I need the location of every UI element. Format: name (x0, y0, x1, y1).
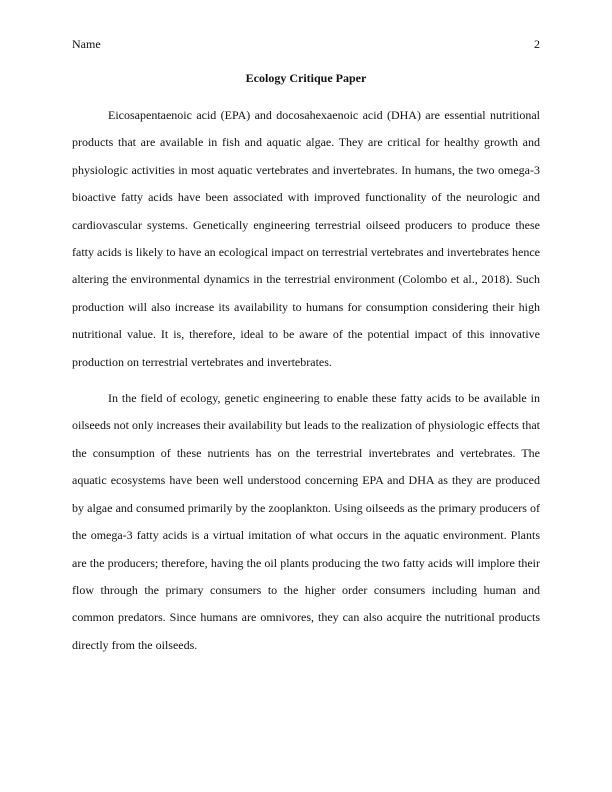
body-paragraph-2: In the field of ecology, genetic engineering to enable these fatty acids to be available in oilseeds not only increases their availability but leads to the realization of physiologic effects that the consumption of these nutrients has on the terrestrial invertebrates and vertebrates. The aquatic ecosystems have been well understood concerning EPA and DHA as they are produced by algae and consumed primarily by the zooplankton. Using oilseeds as the primary producers of the omega-3 fatty acids is a virtual imitation of what occurs in the aquatic environment. Plants are the producers; therefore, having the oil plants producing the two fatty acids will implore their flow through the primary consumers to the higher order consumers including human and common predators. Since humans are omnivores, they can also acquire the nutritional products directly from the oilseeds. (72, 391, 540, 652)
header-page-number: 2 (534, 37, 540, 51)
paper-title: Ecology Critique Paper (245, 71, 367, 85)
body-paragraph-1: Eicosapentaenoic acid (EPA) and docosahexaenoic acid (DHA) are essential nutritional products that are available in fish and aquatic algae. They are critical for healthy growth and physiologic activities in most aquatic vertebrates and invertebrates. In humans, the two omega-3 bioactive fatty acids have been associated with improved functionality of the neurologic and cardiovascular systems. Genetically engineering terrestrial oilseed producers to produce these fatty acids is likely to have an ecological impact on terrestrial vertebrates and invertebrates hence altering the environmental dynamics in the terrestrial environment (Colombo et al., 2018). Such production will also increase its availability to humans for consumption considering their high nutritional value. It is, therefore, ideal to be aware of the potential impact of this innovative production on terrestrial vertebrates and invertebrates. (72, 108, 540, 369)
header-author-name: Name (72, 37, 101, 51)
document-body (72, 102, 540, 659)
